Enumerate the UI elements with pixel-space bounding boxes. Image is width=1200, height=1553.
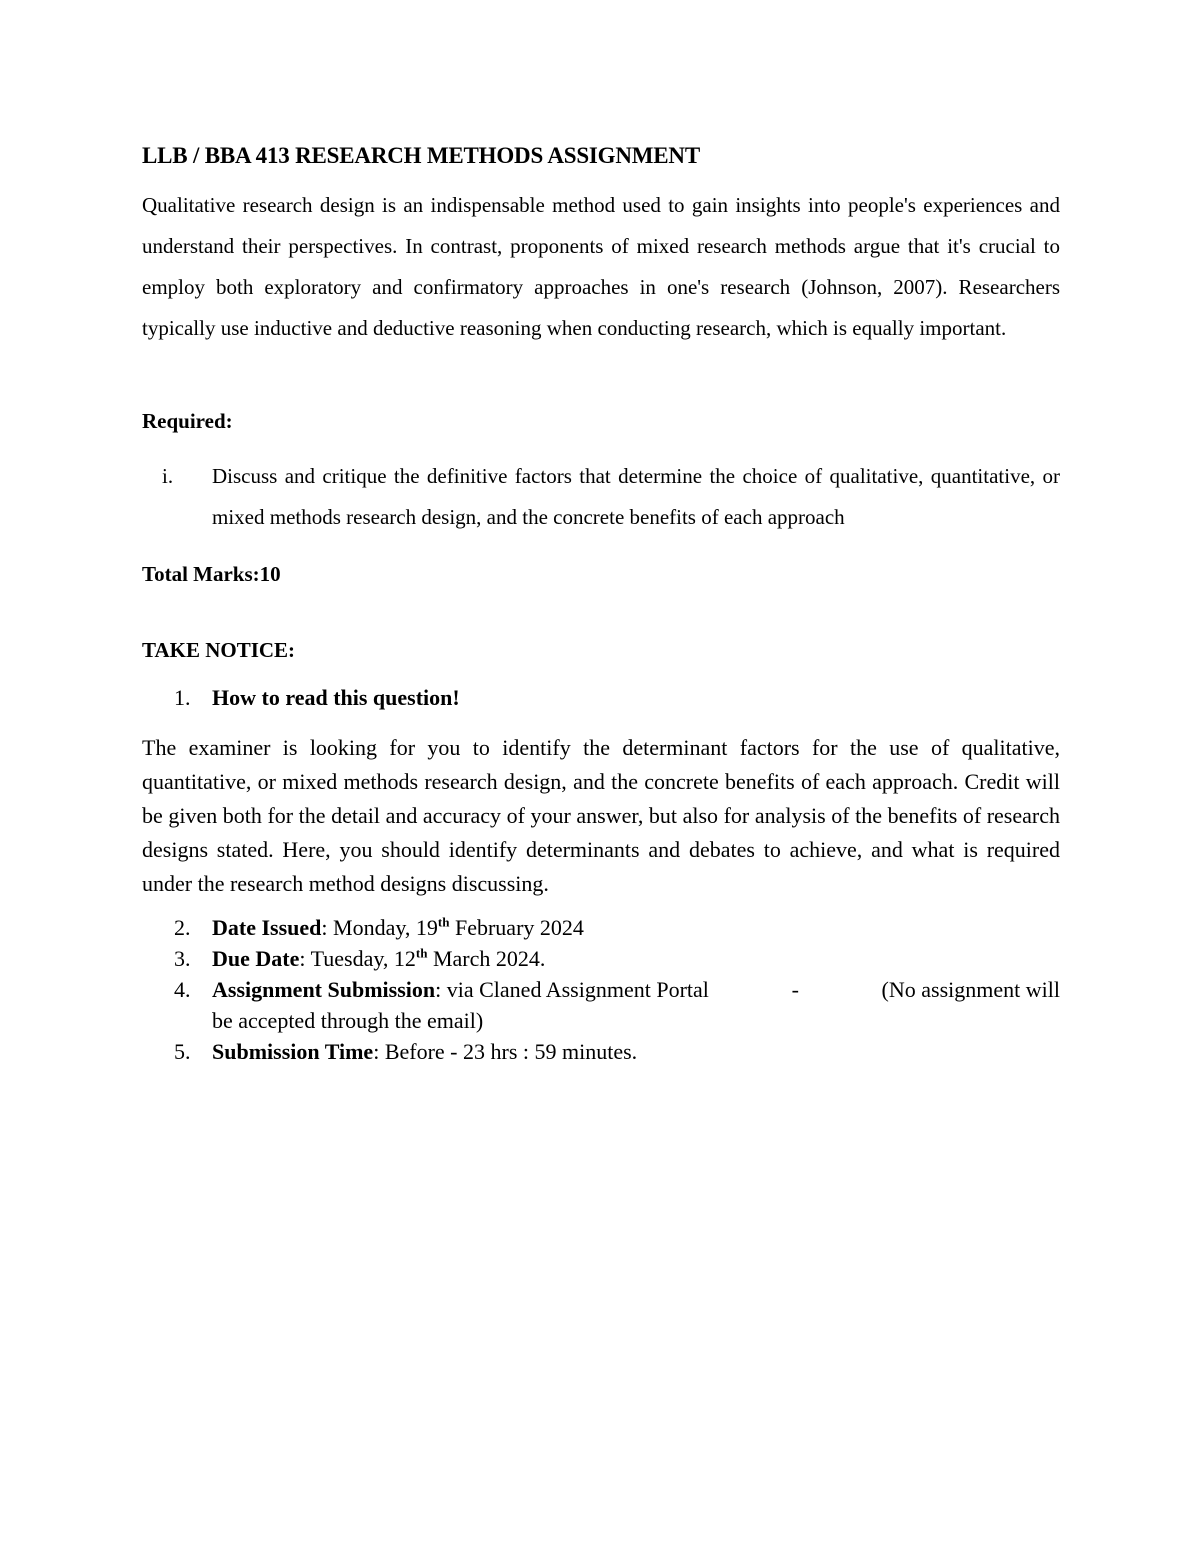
info-list (174, 912, 1060, 1067)
due-date-sup: th (415, 945, 428, 961)
submission-value-right: (No assignment will (881, 977, 1060, 1002)
info-item-submission-time (174, 1036, 1060, 1067)
submission-time-value: : Before - 23 hrs : 59 minutes. (373, 1039, 638, 1064)
info-number: 3. (174, 946, 191, 971)
submission-line-1 (212, 974, 1060, 1005)
examiner-paragraph: The examiner is looking for you to identify the determinant factors for the use of qualitative, quantitative, or mixed methods research design, and the concrete benefits of each approach. Credit will be given both for the detail and accuracy of your answer, but also for analysis of the benefits of research designs stated. Here, you should identify determinants and debates to achieve, and what is required under the research method designs discussing. (142, 735, 1060, 896)
required-list (142, 456, 1060, 538)
total-marks: Total Marks:10 (142, 562, 281, 586)
due-date-value-post: March 2024. (427, 946, 546, 971)
due-date-value-pre: : Tuesday, 12 (299, 946, 416, 971)
required-item (142, 456, 1060, 538)
info-number: 5. (174, 1039, 191, 1064)
notice-heading: TAKE NOTICE: (142, 638, 296, 662)
date-issued-sup: th (437, 914, 450, 930)
date-issued-label: Date Issued (212, 915, 322, 940)
due-date-label: Due Date (212, 946, 300, 971)
howto-text: How to read this question! (212, 685, 460, 710)
submission-label: Assignment Submission (212, 977, 436, 1002)
info-item-due-date (174, 943, 1060, 974)
date-issued-value-pre: : Monday, 19 (321, 915, 438, 940)
date-issued-value-post: February 2024 (449, 915, 584, 940)
submission-dash: - (791, 977, 799, 1002)
required-item-marker: i. (162, 464, 174, 488)
submission-line-2: be accepted through the email) (212, 1008, 484, 1033)
required-heading: Required: (142, 409, 233, 433)
info-number: 2. (174, 915, 191, 940)
required-item-text: Discuss and critique the definitive factors that determine the choice of qualitative, quantitative, or mixed methods research design, and the concrete benefits of each approach (212, 464, 1060, 529)
assignment-title: LLB / BBA 413 RESEARCH METHODS ASSIGNMENT (142, 143, 700, 168)
info-number: 4. (174, 977, 191, 1002)
howto-item (174, 682, 1060, 714)
info-item-date-issued (174, 912, 1060, 943)
submission-time-label: Submission Time (212, 1039, 374, 1064)
intro-paragraph: Qualitative research design is an indispensable method used to gain insights into people's experiences and understand their perspectives. In contrast, proponents of mixed research methods argue that it's crucial to employ both exploratory and confirmatory approaches in one's research (Johnson, 2007). Researchers typically use inductive and deductive reasoning when conducting research, which is equally important. (142, 193, 1060, 340)
submission-value-left: : via Claned Assignment Portal (435, 977, 709, 1002)
howto-number: 1. (174, 685, 191, 710)
info-item-submission (174, 974, 1060, 1036)
